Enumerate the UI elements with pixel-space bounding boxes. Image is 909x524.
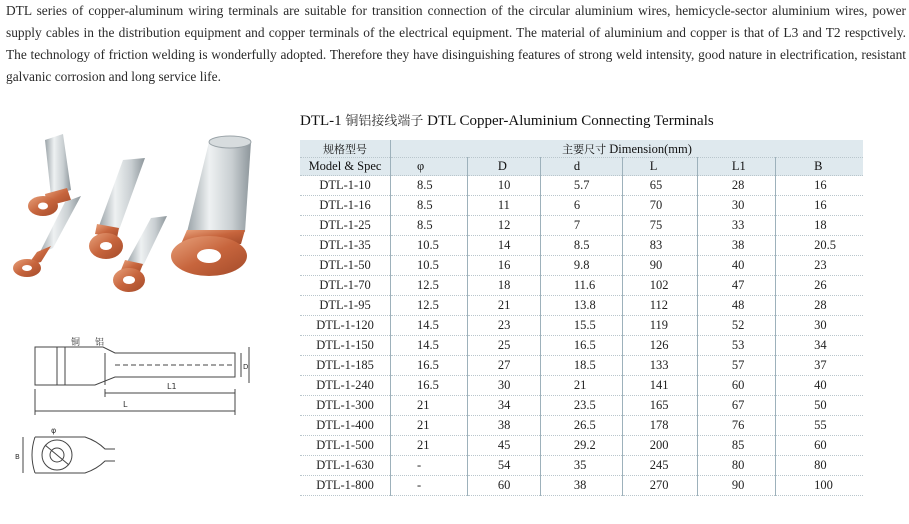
dimension-cell: 30 [776, 316, 863, 336]
dimension-cell: 112 [622, 296, 697, 316]
dimension-cell: 25 [467, 336, 540, 356]
model-cell: DTL-1-150 [300, 336, 391, 356]
title-english: DTL Copper-Aluminium Connecting Terminals [427, 113, 714, 129]
table-title [300, 110, 714, 130]
dimension-cell: 119 [622, 316, 697, 336]
dimension-cell: 55 [776, 416, 863, 436]
dimension-cell: 10.5 [391, 256, 468, 276]
dimension-cell: 34 [776, 336, 863, 356]
dimension-cell: - [391, 456, 468, 476]
dimension-table [300, 140, 863, 496]
dimension-cell: 47 [697, 276, 775, 296]
dimension-cell: 28 [776, 296, 863, 316]
table-row [300, 276, 863, 296]
dimension-cell: - [391, 476, 468, 496]
dimension-cell: 8.5 [391, 176, 468, 196]
model-cell: DTL-1-185 [300, 356, 391, 376]
dimension-cell: 50 [776, 396, 863, 416]
table-row [300, 376, 863, 396]
table-row [300, 456, 863, 476]
model-cell: DTL-1-120 [300, 316, 391, 336]
model-cell: DTL-1-400 [300, 416, 391, 436]
dimension-cell: 21 [391, 396, 468, 416]
dimension-cell: 76 [697, 416, 775, 436]
header-spec-en: Model & Spec [300, 158, 391, 176]
dimension-cell: 141 [622, 376, 697, 396]
dimension-cell: 11 [467, 196, 540, 216]
model-cell: DTL-1-630 [300, 456, 391, 476]
column-header: φ [391, 158, 468, 176]
column-header: D [467, 158, 540, 176]
dimension-cell: 8.5 [540, 236, 622, 256]
dimension-cell: 20.5 [776, 236, 863, 256]
model-cell: DTL-1-16 [300, 196, 391, 216]
model-cell: DTL-1-25 [300, 216, 391, 236]
dimension-cell: 12.5 [391, 296, 468, 316]
table-row [300, 336, 863, 356]
label-phi: φ [51, 426, 57, 435]
dimension-cell: 12.5 [391, 276, 468, 296]
dimension-cell: 100 [776, 476, 863, 496]
header-dim-en: Dimension(mm) [609, 141, 692, 156]
dimension-cell: 14.5 [391, 336, 468, 356]
dimension-cell: 16 [776, 196, 863, 216]
dimension-cell: 21 [391, 436, 468, 456]
dimension-cell: 18 [467, 276, 540, 296]
dimension-cell: 15.5 [540, 316, 622, 336]
dimension-cell: 34 [467, 396, 540, 416]
dimension-cell: 14 [467, 236, 540, 256]
model-cell: DTL-1-800 [300, 476, 391, 496]
dimension-cell: 245 [622, 456, 697, 476]
label-copper: 铜 [71, 338, 81, 348]
dimension-cell: 40 [776, 376, 863, 396]
dimension-cell: 83 [622, 236, 697, 256]
table-row [300, 356, 863, 376]
model-cell: DTL-1-95 [300, 296, 391, 316]
technical-drawing [5, 325, 275, 515]
dimension-cell: 60 [776, 436, 863, 456]
terminal-medium-2 [113, 216, 167, 292]
table-row [300, 296, 863, 316]
model-cell: DTL-1-35 [300, 236, 391, 256]
title-model: DTL-1 [300, 113, 342, 129]
table-row [300, 196, 863, 216]
model-cell: DTL-1-50 [300, 256, 391, 276]
dimension-cell: 37 [776, 356, 863, 376]
dimension-cell: 85 [697, 436, 775, 456]
dimension-cell: 16.5 [391, 376, 468, 396]
model-cell: DTL-1-70 [300, 276, 391, 296]
dimension-cell: 52 [697, 316, 775, 336]
dimension-cell: 23 [467, 316, 540, 336]
column-header: B [776, 158, 863, 176]
dimension-cell: 6 [540, 196, 622, 216]
dimension-cell: 12 [467, 216, 540, 236]
label-l1: L1 [167, 382, 177, 391]
header-dimension [391, 140, 863, 158]
dimension-cell: 16.5 [540, 336, 622, 356]
header-spec-cn: 规格型号 [300, 140, 391, 158]
dimension-cell: 270 [622, 476, 697, 496]
dimension-cell: 14.5 [391, 316, 468, 336]
dimension-cell: 21 [467, 296, 540, 316]
dimension-cell: 13.8 [540, 296, 622, 316]
dimension-cell: 38 [697, 236, 775, 256]
dimension-cell: 16.5 [391, 356, 468, 376]
dimension-cell: 18 [776, 216, 863, 236]
dimension-cell: 102 [622, 276, 697, 296]
label-b: B [15, 453, 20, 461]
dimension-cell: 26.5 [540, 416, 622, 436]
column-header: L [622, 158, 697, 176]
table-row [300, 216, 863, 236]
dimension-cell: 30 [697, 196, 775, 216]
model-cell: DTL-1-300 [300, 396, 391, 416]
dimension-cell: 165 [622, 396, 697, 416]
dimension-cell: 57 [697, 356, 775, 376]
model-cell: DTL-1-10 [300, 176, 391, 196]
dimension-cell: 30 [467, 376, 540, 396]
table-row [300, 476, 863, 496]
table-row [300, 256, 863, 276]
title-chinese: 铜铝接线端子 [345, 114, 424, 129]
table-row [300, 176, 863, 196]
dimension-cell: 16 [776, 176, 863, 196]
dimension-cell: 53 [697, 336, 775, 356]
dimension-cell: 45 [467, 436, 540, 456]
dimension-cell: 70 [622, 196, 697, 216]
dimension-cell: 126 [622, 336, 697, 356]
dimension-cell: 8.5 [391, 216, 468, 236]
dimension-cell: 16 [467, 256, 540, 276]
dimension-cell: 18.5 [540, 356, 622, 376]
dimension-cell: 27 [467, 356, 540, 376]
table-row [300, 416, 863, 436]
dimension-cell: 75 [622, 216, 697, 236]
dimension-cell: 133 [622, 356, 697, 376]
dimension-cell: 67 [697, 396, 775, 416]
dimension-cell: 35 [540, 456, 622, 476]
label-d: D [243, 363, 249, 371]
table-row [300, 436, 863, 456]
dimension-cell: 80 [697, 456, 775, 476]
header-dim-cn: 主要尺寸 [562, 142, 607, 156]
table-row [300, 396, 863, 416]
terminal-medium-1 [89, 158, 145, 259]
model-cell: DTL-1-240 [300, 376, 391, 396]
label-aluminium: 铝 [95, 338, 105, 348]
model-cell: DTL-1-500 [300, 436, 391, 456]
dimension-cell: 11.6 [540, 276, 622, 296]
terminals-photo [5, 120, 275, 300]
dimension-cell: 90 [697, 476, 775, 496]
table-row [300, 316, 863, 336]
dimension-cell: 21 [391, 416, 468, 436]
dimension-cell: 28 [697, 176, 775, 196]
dimension-cell: 65 [622, 176, 697, 196]
dimension-cell: 10 [467, 176, 540, 196]
column-header: L1 [697, 158, 775, 176]
dimension-cell: 200 [622, 436, 697, 456]
dimension-cell: 23.5 [540, 396, 622, 416]
dimension-cell: 40 [697, 256, 775, 276]
dimension-cell: 178 [622, 416, 697, 436]
dimension-cell: 23 [776, 256, 863, 276]
dimension-cell: 60 [697, 376, 775, 396]
dimension-cell: 26 [776, 276, 863, 296]
dimension-cell: 10.5 [391, 236, 468, 256]
table-row [300, 236, 863, 256]
dimension-cell: 38 [540, 476, 622, 496]
terminal-large [171, 136, 251, 276]
dimension-cell: 8.5 [391, 196, 468, 216]
dimension-cell: 60 [467, 476, 540, 496]
dimension-cell: 38 [467, 416, 540, 436]
dimension-cell: 54 [467, 456, 540, 476]
dimension-cell: 9.8 [540, 256, 622, 276]
column-header: d [540, 158, 622, 176]
dimension-cell: 33 [697, 216, 775, 236]
dimension-cell: 48 [697, 296, 775, 316]
dimension-cell: 7 [540, 216, 622, 236]
dimension-cell: 5.7 [540, 176, 622, 196]
dimension-cell: 21 [540, 376, 622, 396]
dimension-cell: 29.2 [540, 436, 622, 456]
dimension-cell: 80 [776, 456, 863, 476]
label-l: L [123, 400, 128, 409]
dimension-cell: 90 [622, 256, 697, 276]
intro-paragraph: DTL series of copper-aluminum wiring terminals are suitable for transition connection of the circular aluminium wires, hemicycle-sector aluminium wires, power supply cables in the distribution equipment and copper terminals of the electrical equipment. The material of aluminium and copper is that of L3 and T2 respctively. The technology of friction welding is wonderfully adopted. Therefore they have disinguishing features of strong weld intensity, good nature in electrification, resistant galvanic corrosion and long service life. [6, 3, 906, 84]
